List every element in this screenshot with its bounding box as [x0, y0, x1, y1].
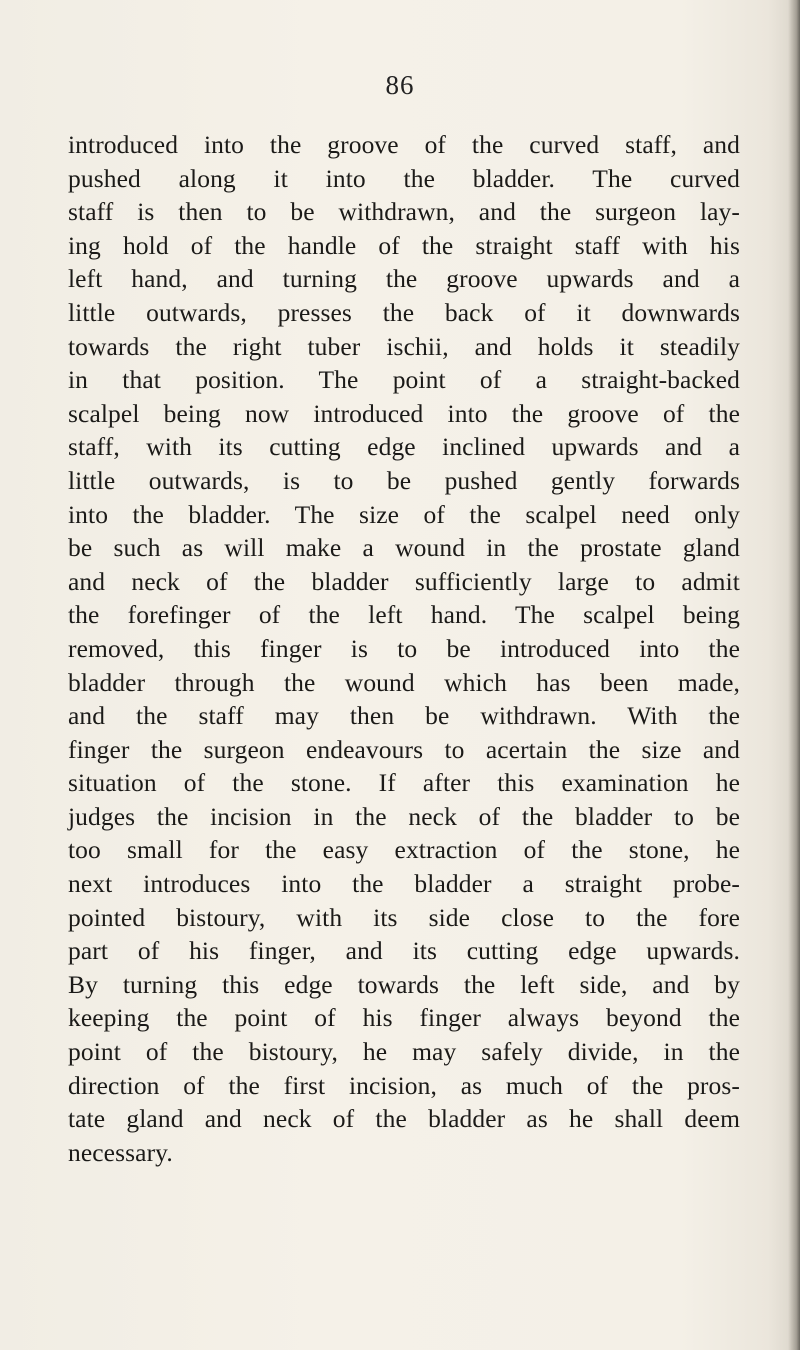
text-line: bladder through the wound which has been made, — [68, 667, 740, 697]
text-line: By turning this edge towards the left side, and by — [68, 969, 740, 999]
text-line: situation of the stone. If after this examination he — [68, 768, 740, 798]
body-text — [68, 128, 740, 1169]
text-line: pointed bistoury, with its side close to the fore — [68, 902, 740, 932]
text-line: too small for the easy extraction of the stone, he — [68, 835, 740, 865]
text-line: and neck of the bladder sufficiently large to admit — [68, 566, 740, 596]
text-line: part of his finger, and its cutting edge upwards. — [68, 936, 740, 966]
text-line: and the staff may then be withdrawn. With the — [68, 701, 740, 731]
text-line: little outwards, presses the back of it downwards — [68, 297, 740, 327]
text-line: finger the surgeon endeavours to acertain the size and — [68, 734, 740, 764]
text-line: be such as will make a wound in the prostate gland — [68, 533, 740, 563]
text-line: into the bladder. The size of the scalpel need only — [68, 499, 740, 529]
text-line: keeping the point of his finger always beyond the — [68, 1003, 740, 1033]
page-number: 86 — [385, 70, 415, 100]
text-line: ing hold of the handle of the straight staff with his — [68, 230, 740, 260]
text-line: removed, this finger is to be introduced into the — [68, 633, 740, 663]
text-line: staff, with its cutting edge inclined upwards and a — [68, 432, 740, 462]
text-line: scalpel being now introduced into the groove of the — [68, 398, 740, 428]
text-line: in that position. The point of a straight-backed — [68, 365, 740, 395]
text-line: towards the right tuber ischii, and holds it steadily — [68, 331, 740, 361]
text-line: judges the incision in the neck of the bladder to be — [68, 801, 740, 831]
text-line: direction of the first incision, as much of the pros- — [68, 1070, 740, 1100]
text-line: necessary. — [68, 1137, 173, 1167]
page-edge-shadow — [788, 0, 800, 1350]
text-line: staff is then to be withdrawn, and the surgeon lay- — [68, 197, 740, 227]
text-line: pushed along it into the bladder. The curved — [68, 163, 740, 193]
text-line: tate gland and neck of the bladder as he shall deem — [68, 1104, 740, 1134]
text-line: next introduces into the bladder a straight probe- — [68, 869, 740, 899]
text-line: the forefinger of the left hand. The scalpel being — [68, 600, 740, 630]
text-line: point of the bistoury, he may safely divide, in the — [68, 1037, 740, 1067]
text-line: introduced into the groove of the curved staff, and — [68, 130, 740, 159]
text-line: little outwards, is to be pushed gently forwards — [68, 465, 740, 495]
text-line: left hand, and turning the groove upwards and a — [68, 264, 740, 294]
